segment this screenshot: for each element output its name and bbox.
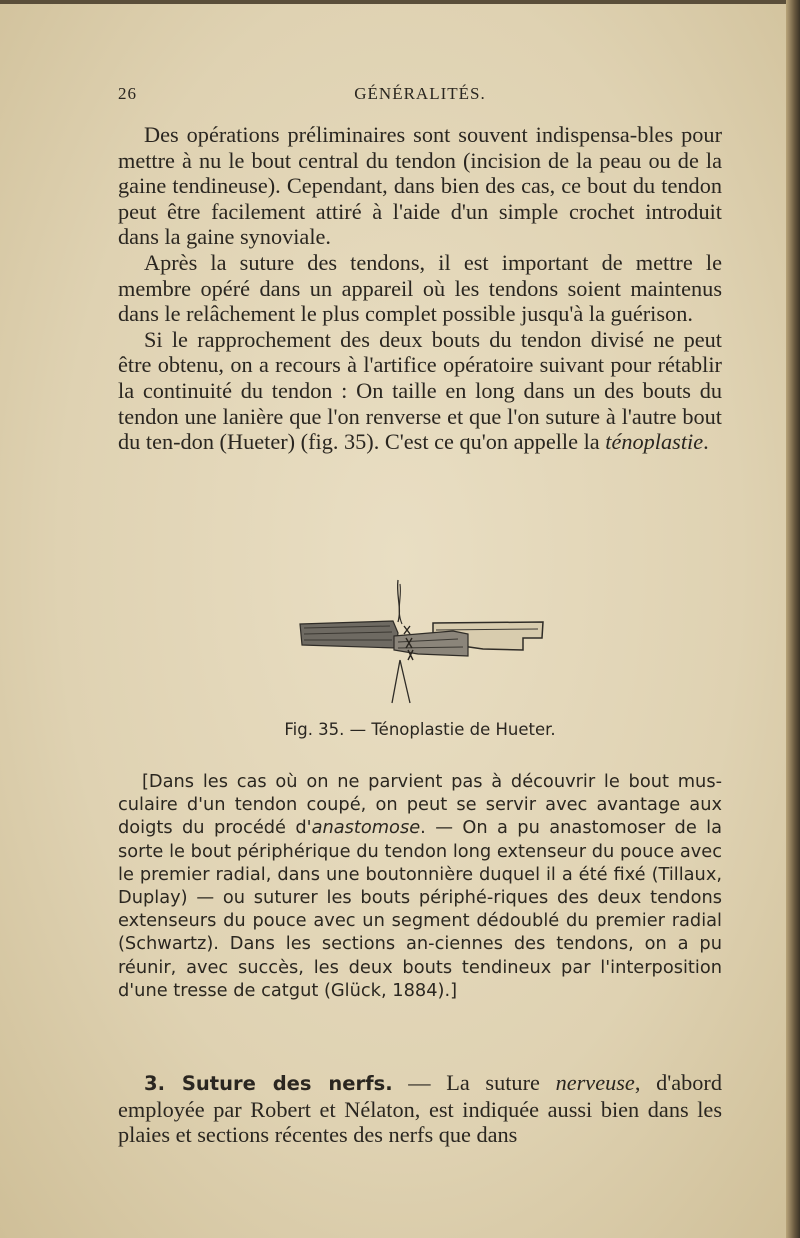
term-anastomose: anastomose (311, 817, 421, 839)
figure-caption: Fig. 35. — Ténoplastie de Hueter. (284, 720, 556, 739)
page-binding-edge (786, 0, 800, 1238)
chapter-title: GÉNÉRALITÉS. (354, 84, 486, 103)
paragraph-preliminary-operations: Des opérations préliminaires sont souvent indispensa-bles pour mettre à nu le bout central du tendon (incision de la peau ou de la gaine tendineuse). Cependant, dans bien des cas, ce bout du tendon peut être facilement attiré à l'aide d'un simple crochet introduit dans la gaine synoviale. (118, 122, 722, 250)
paragraph-anastomosis (118, 770, 722, 1002)
paragraph-tenoplasty-end: . (703, 429, 709, 455)
paragraph-tenoplasty-text: Si le rapprochement des deux bouts du tendon divisé ne peut être obtenu, on a recours à l'artifice opératoire suivant pour rétablir la continuité du tendon : On taille en long dans un des bouts du tendon une lanière que l'on renverse et que l'on suture à l'autre bout du ten-don (Hueter) (fig. 35). C'est ce qu'on appelle la (118, 326, 722, 455)
paragraph-tenoplasty (118, 327, 722, 455)
paragraph-anastomosis-rest: . — On a pu anastomoser de la sorte le bout périphérique du tendon long extenseur du pouce avec le premier radial, dans une boutonnière duquel il a été fixé (Tillaux, Duplay) — ou suturer les bouts périphé-riques des deux tendons extenseurs du pouce avec un segment dédoublé du premier radial (Schwartz). Dans les sections an-ciennes des tendons, on a pu réunir, avec succès, les deux bouts tendineux par l'interposition d'une tresse de catgut (Glück, 1884).] (118, 817, 722, 1001)
section-nerve-suture (118, 1070, 722, 1148)
page-top-edge (0, 0, 800, 4)
bracketed-note (118, 770, 722, 1002)
main-text (118, 122, 722, 455)
running-head (118, 84, 722, 110)
figure-35-tenoplasty-illustration (298, 578, 548, 708)
section-heading: 3. Suture des nerfs. (144, 1072, 393, 1095)
paragraph-after-suture: Après la suture des tendons, il est important de mettre le membre opéré dans un appareil où les tendons soient maintenus dans le relâchement le plus complet possible jusqu'à la guérison. (118, 249, 722, 327)
page-number: 26 (118, 84, 137, 103)
paragraph-anastomosis-text: [Dans les cas où on ne parvient pas à découvrir le bout mus-culaire d'un tendon coupé, on peut se servir avec avantage aux doigts du procédé d' (118, 771, 722, 839)
paragraph-nerve-suture (118, 1070, 722, 1148)
term-tenoplastie: ténoplastie (605, 429, 704, 455)
section-text-start: — La suture (392, 1070, 556, 1095)
section-text-rest: , d'abord employée par Robert et Nélaton, est indiquée aussi bien dans les plaies et sections récentes des nerfs que dans (118, 1070, 722, 1148)
term-nerveuse: nerveuse (555, 1070, 635, 1095)
